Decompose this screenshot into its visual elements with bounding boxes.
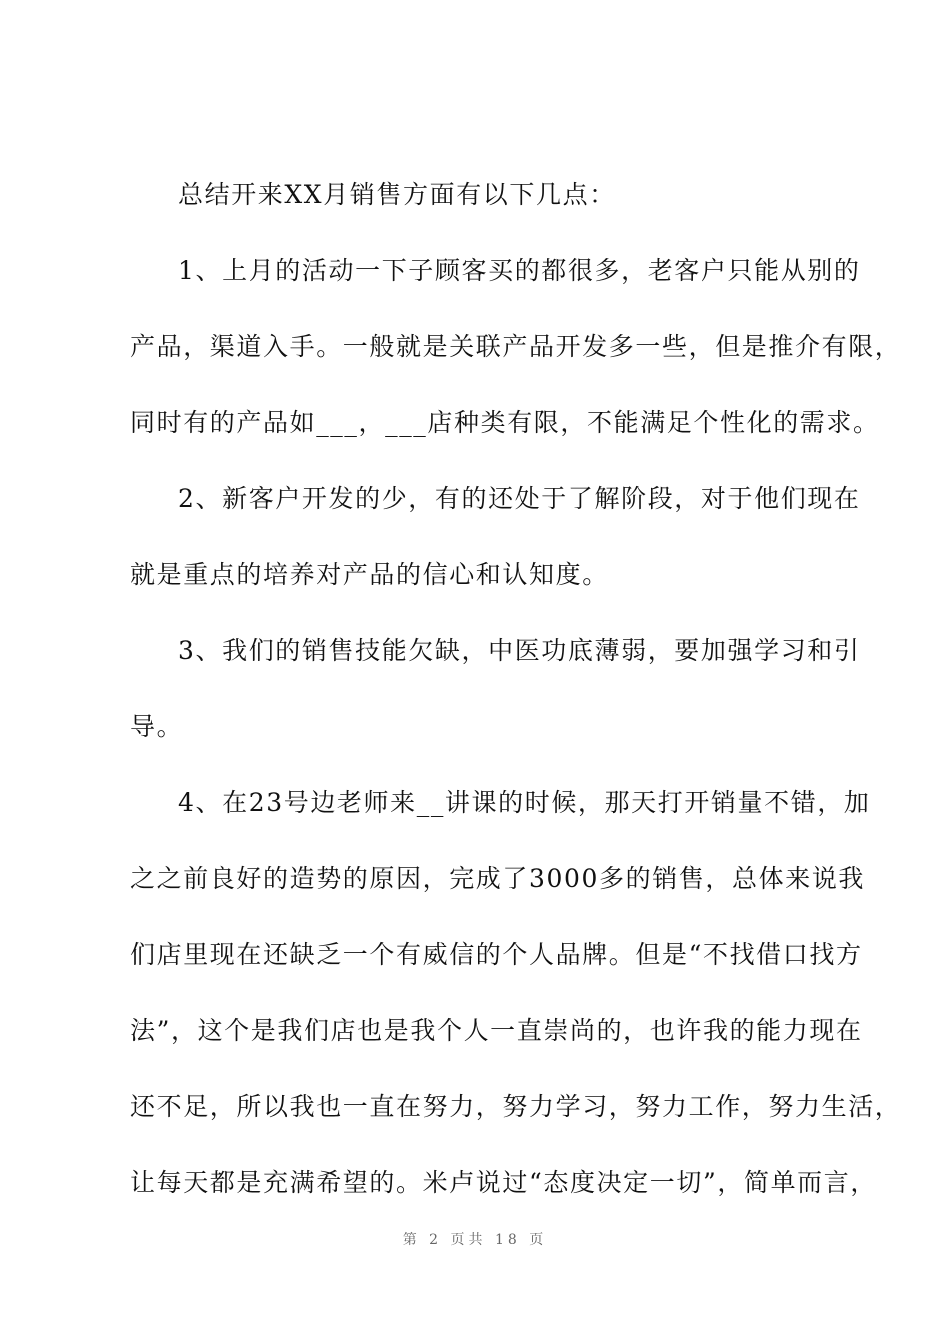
paragraph-3-line-2: 导。 [130,712,184,741]
paragraph-4-line-5: 还不足，所以我也一直在努力，努力学习，努力工作，努力生活， [130,1092,902,1121]
page-number-footer: 第 2 页共 18 页 [402,1232,548,1248]
paragraph-4-line-6: 让每天都是充满希望的。米卢说过“态度决定一切”，简单而言， [130,1168,877,1197]
paragraph-4-line-2: 之之前良好的造势的原因，完成了3000多的销售，总体来说我 [130,864,866,893]
paragraph-3-line-1: 3、我们的销售技能欠缺，中医功底薄弱，要加强学习和引 [178,636,861,665]
paragraph-1-line-2: 产品，渠道入手。一般就是关联产品开发多一些，但是推介有限， [130,332,902,361]
paragraph-4-line-3: 们店里现在还缺乏一个有威信的个人品牌。但是“不找借口找方 [130,940,863,969]
paragraph-4-line-4: 法”，这个是我们店也是我个人一直崇尚的，也许我的能力现在 [130,1016,863,1045]
paragraph-1-line-1: 1、上月的活动一下子顾客买的都很多，老客户只能从别的 [178,256,861,285]
paragraph-2-line-2: 就是重点的培养对产品的信心和认知度。 [130,560,609,589]
paragraph-1-line-3: 同时有的产品如___，___店种类有限，不能满足个性化的需求。 [130,408,880,437]
paragraph-4-line-1: 4、在23号边老师来__讲课的时候，那天打开销量不错，加 [178,788,871,817]
paragraph-summary-heading: 总结开来XX月销售方面有以下几点： [178,180,616,209]
paragraph-2-line-1: 2、新客户开发的少，有的还处于了解阶段，对于他们现在 [178,484,861,513]
